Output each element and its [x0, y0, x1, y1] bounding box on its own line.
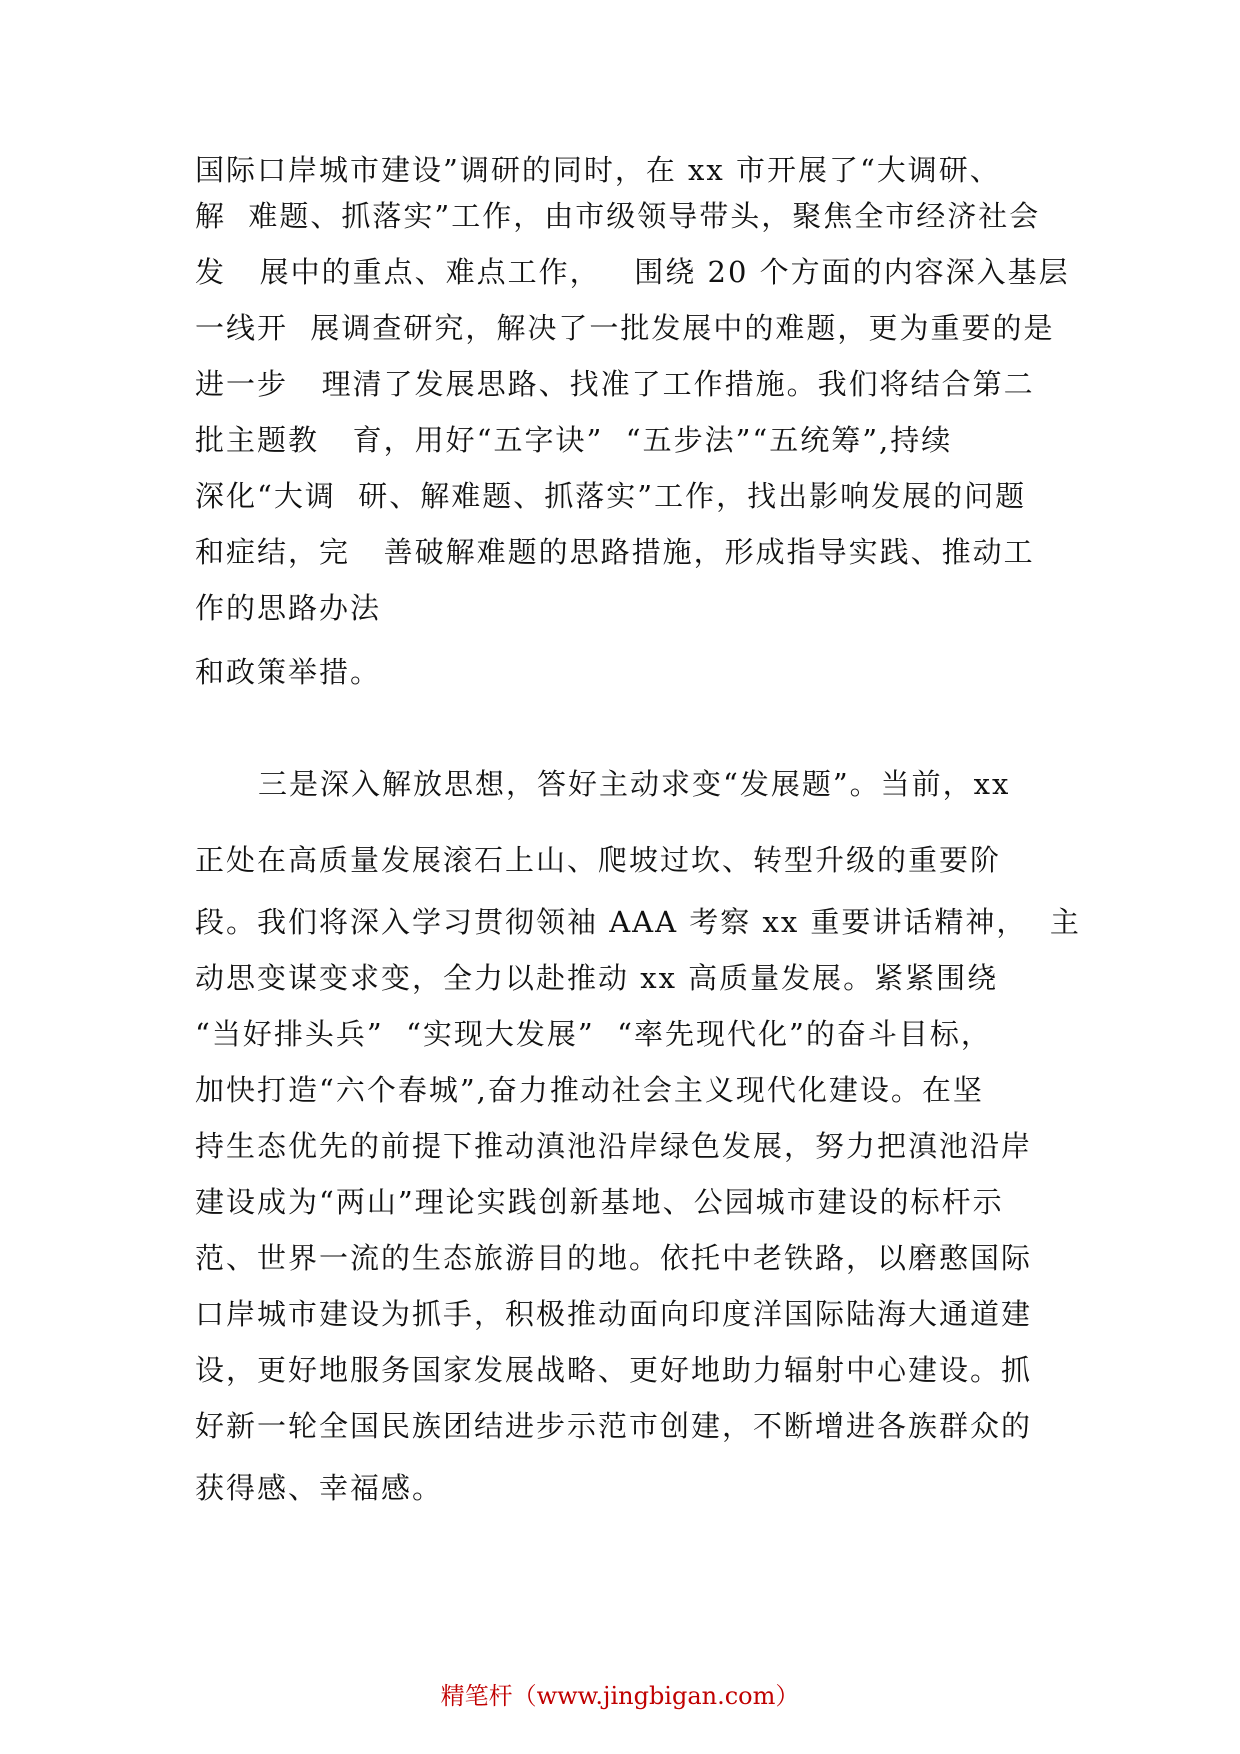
- text-line: 国际口岸城市建设”调研的同时，在 xx 市开展了“大调研、: [195, 153, 1001, 187]
- text-line: 口岸城市建设为抓手，积极推动面向印度洋国际陆海大通道建: [195, 1297, 1033, 1331]
- text-line: 获得感、幸福感。: [195, 1471, 444, 1505]
- text-line: 和症结，完 善破解难题的思路措施，形成指导实践、推动工: [195, 535, 1035, 569]
- text-line: 批主题教 育，用好“五字诀” “五步法”“五统筹”,持续: [195, 423, 953, 457]
- text-line: 解 难题、抓落实”工作，由市级领导带头，聚焦全市经济社会: [195, 199, 1041, 233]
- text-line: 设，更好地服务国家发展战略、更好地助力辐射中心建设。抓: [195, 1353, 1033, 1387]
- text-line: 好新一轮全国民族团结进步示范市创建，不断增进各族群众的: [195, 1409, 1033, 1443]
- footer-watermark-link[interactable]: 精笔杆（www.jingbigan.com）: [440, 1682, 800, 1710]
- text-line: 进一步 理清了发展思路、找准了工作措施。我们将结合第二: [195, 367, 1035, 401]
- text-line: 正处在高质量发展滚石上山、爬坡过坎、转型升级的重要阶: [195, 843, 1002, 877]
- text-line: 一线开 展调查研究，解决了一批发展中的难题，更为重要的是: [195, 311, 1055, 345]
- text-line: 作的思路办法: [195, 591, 382, 625]
- paragraph-heading-line: 三是深入解放思想，答好主动求变“发展题”。当前，xx: [258, 767, 1011, 801]
- text-line: 段。我们将深入学习贯彻领袖 AAA 考察 xx 重要讲话精神， 主: [195, 905, 1081, 939]
- text-line: 加快打造“六个春城”,奋力推动社会主义现代化建设。在坚: [195, 1073, 984, 1107]
- text-line: 建设成为“两山”理论实践创新基地、公园城市建设的标杆示: [195, 1185, 1004, 1219]
- text-line: 范、世界一流的生态旅游目的地。依托中老铁路，以磨憨国际: [195, 1241, 1033, 1275]
- text-line: “当好排头兵” “实现大发展” “率先现代化”的奋斗目标，: [195, 1017, 992, 1051]
- text-line: 和政策举措。: [195, 655, 382, 689]
- text-line: 动思变谋变求变，全力以赴推动 xx 高质量发展。紧紧围绕: [195, 961, 999, 995]
- text-line: 发 展中的重点、难点工作， 围绕 20 个方面的内容深入基层: [195, 255, 1070, 289]
- text-line: 深化“大调 研、解难题、抓落实”工作，找出影响发展的问题: [195, 479, 1027, 513]
- text-line: 持生态优先的前提下推动滇池沿岸绿色发展，努力把滇池沿岸: [195, 1129, 1033, 1163]
